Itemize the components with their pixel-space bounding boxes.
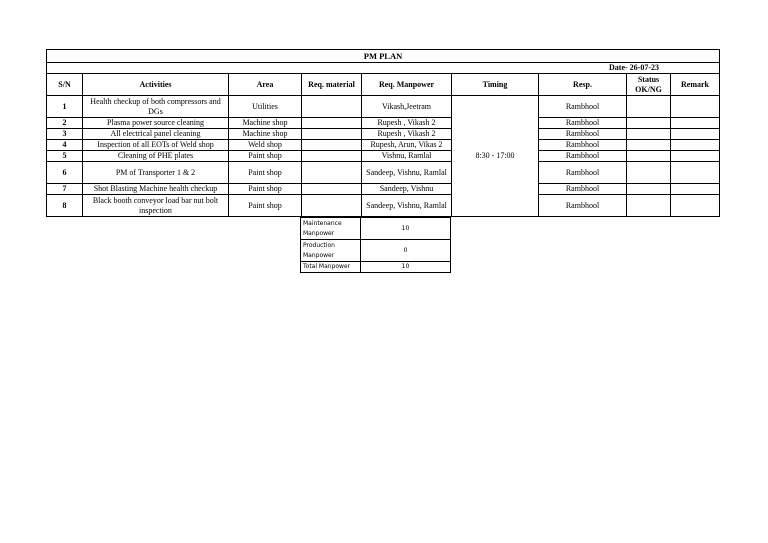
row-resp: Rambhool (539, 162, 627, 184)
date-label: Date- 26-07-23 (47, 63, 720, 74)
row-resp: Rambhool (539, 184, 627, 195)
manpower-summary-table (300, 217, 451, 273)
maintenance-manpower-value: 10 (361, 218, 451, 240)
summary-row (301, 262, 451, 273)
row-status (627, 184, 671, 195)
row-resp: Rambhool (539, 151, 627, 162)
row-sn: 7 (47, 184, 83, 195)
row-material (302, 140, 362, 151)
table-row (47, 129, 720, 140)
header-status: Status OK/NG (627, 74, 671, 96)
row-area: Utilities (229, 96, 302, 118)
row-area: Paint shop (229, 151, 302, 162)
row-manpower: Rupesh , Vikash 2 (362, 129, 452, 140)
row-area: Paint shop (229, 162, 302, 184)
row-material (302, 184, 362, 195)
header-row (47, 74, 720, 96)
row-activity: Black booth conveyor load bar nut bolt inspection (83, 195, 229, 217)
row-sn: 1 (47, 96, 83, 118)
row-area: Machine shop (229, 129, 302, 140)
summary-row (301, 240, 451, 262)
row-manpower: Rupesh, Arun, Vikas 2 (362, 140, 452, 151)
row-sn: 4 (47, 140, 83, 151)
header-activities: Activities (83, 74, 229, 96)
row-status (627, 129, 671, 140)
total-manpower-label: Total Manpower (301, 262, 361, 273)
row-status (627, 140, 671, 151)
row-manpower: Sandeep, Vishnu, Ramlal (362, 162, 452, 184)
row-remark (671, 140, 720, 151)
row-sn: 6 (47, 162, 83, 184)
row-material (302, 151, 362, 162)
table-row (47, 195, 720, 217)
row-resp: Rambhool (539, 96, 627, 118)
table-row (47, 140, 720, 151)
header-area: Area (229, 74, 302, 96)
production-manpower-label: Production Manpower (301, 240, 361, 262)
row-manpower: Rupesh , Vikash 2 (362, 118, 452, 129)
table-row (47, 151, 720, 162)
row-remark (671, 184, 720, 195)
row-status (627, 118, 671, 129)
row-area: Weld shop (229, 140, 302, 151)
row-remark (671, 162, 720, 184)
row-activity: All electrical panel cleaning (83, 129, 229, 140)
row-manpower: Sandeep, Vishnu (362, 184, 452, 195)
row-area: Paint shop (229, 195, 302, 217)
production-manpower-value: 0 (361, 240, 451, 262)
total-manpower-value: 10 (361, 262, 451, 273)
row-material (302, 96, 362, 118)
table-row (47, 184, 720, 195)
row-area: Machine shop (229, 118, 302, 129)
row-activity: Health checkup of both compressors and DGs (83, 96, 229, 118)
row-manpower: Sandeep, Vishnu, Ramlal (362, 195, 452, 217)
row-activity: PM of Transporter 1 & 2 (83, 162, 229, 184)
row-activity: Cleaning of PHE plates (83, 151, 229, 162)
row-activity: Shot Blasting Machine health checkup (83, 184, 229, 195)
row-remark (671, 96, 720, 118)
header-req-material: Req. material (302, 74, 362, 96)
row-remark (671, 151, 720, 162)
row-remark (671, 195, 720, 217)
row-sn: 2 (47, 118, 83, 129)
row-sn: 3 (47, 129, 83, 140)
header-resp: Resp. (539, 74, 627, 96)
table-row (47, 162, 720, 184)
row-status (627, 96, 671, 118)
row-area: Paint shop (229, 184, 302, 195)
summary-row (301, 218, 451, 240)
table-row (47, 96, 720, 118)
row-activity: Plasma power source cleaning (83, 118, 229, 129)
row-status (627, 195, 671, 217)
row-material (302, 129, 362, 140)
row-sn: 5 (47, 151, 83, 162)
table-title: PM PLAN (47, 50, 720, 63)
row-manpower: Vishnu, Ramlal (362, 151, 452, 162)
header-remark: Remark (671, 74, 720, 96)
row-manpower: Vikash,Jeetram (362, 96, 452, 118)
row-remark (671, 118, 720, 129)
row-sn: 8 (47, 195, 83, 217)
row-status (627, 162, 671, 184)
row-resp: Rambhool (539, 129, 627, 140)
row-status (627, 151, 671, 162)
row-resp: Rambhool (539, 195, 627, 217)
timing-cell: 8:30 - 17:00 (452, 96, 539, 217)
row-resp: Rambhool (539, 118, 627, 129)
header-req-manpower: Req. Manpower (362, 74, 452, 96)
row-resp: Rambhool (539, 140, 627, 151)
header-timing: Timing (452, 74, 539, 96)
pm-plan-table (46, 49, 720, 217)
row-remark (671, 129, 720, 140)
row-material (302, 118, 362, 129)
table-row (47, 118, 720, 129)
header-sn: S/N (47, 74, 83, 96)
row-material (302, 195, 362, 217)
row-material (302, 162, 362, 184)
row-activity: Inspection of all EOTs of Weld shop (83, 140, 229, 151)
maintenance-manpower-label: Maintenance Manpower (301, 218, 361, 240)
